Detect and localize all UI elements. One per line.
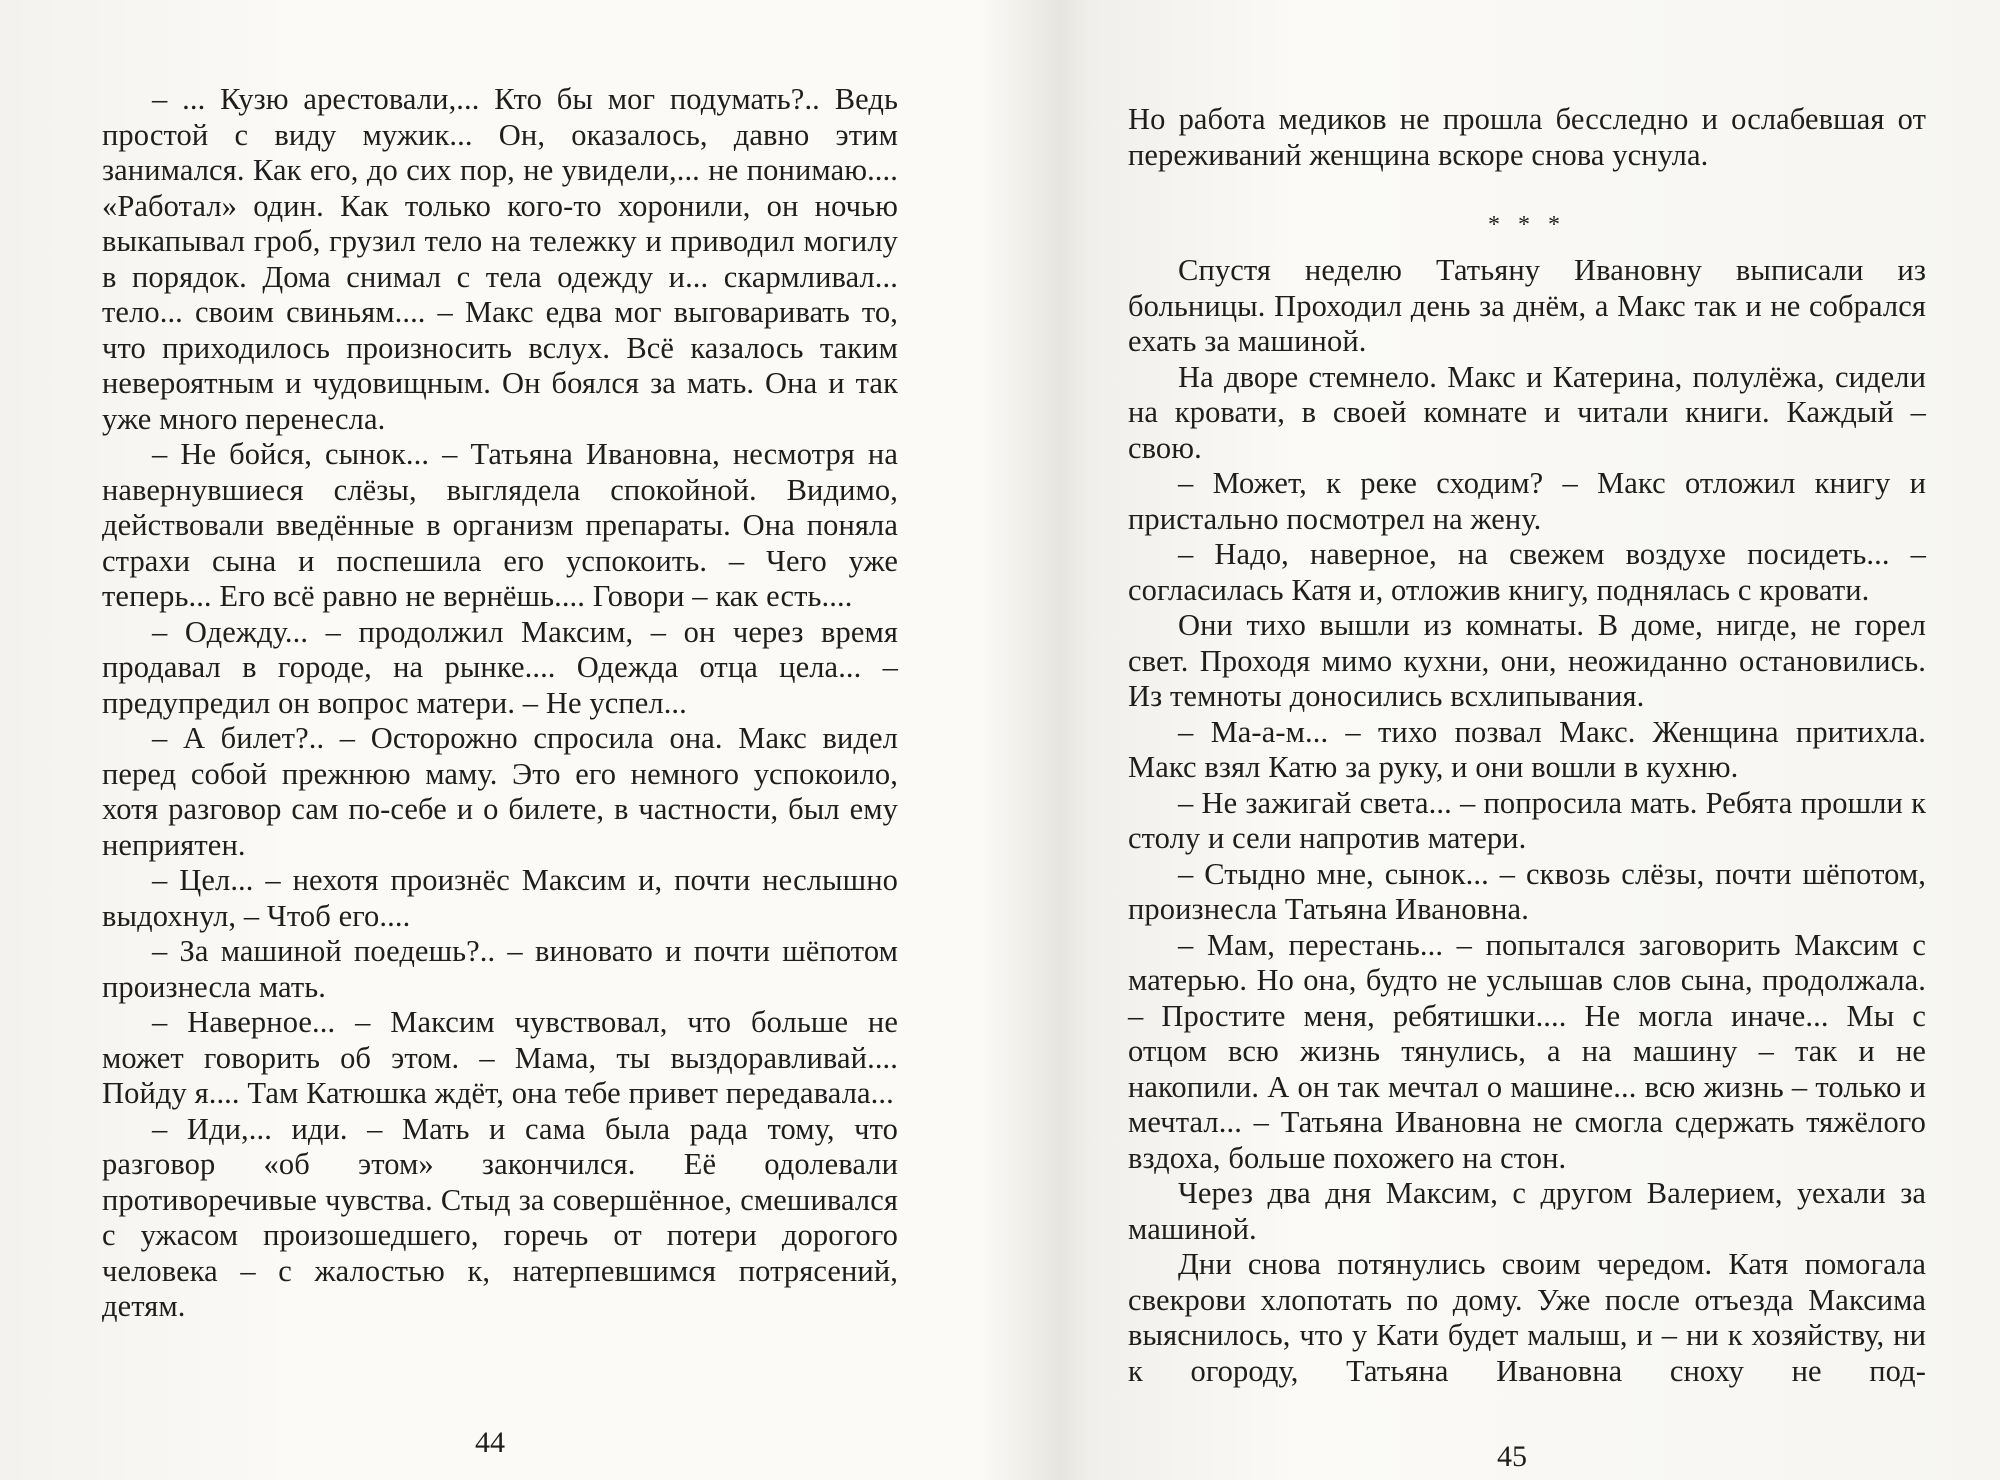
paragraph: – Мам, перестань... – попытался заговорить Максим с матерью. Но она, будто не услышав слов сына, продолжала. – Простите меня, ребятишки.... Не могла иначе... Мы с отцом всю жизнь тянулись, а на машину – так и не накопили. А он так мечтал о машине... всю жизнь – только и мечтал... – Татьяна Ивановна не смогла сдержать тяжёлого вздоха, больше похожего на стон. [1128, 927, 1926, 1175]
left-page-text [102, 82, 898, 1325]
paragraph: – Может, к реке сходим? – Макс отложил книгу и пристально посмотрел на жену. [1128, 466, 1926, 536]
right-page [1030, 0, 2000, 1480]
paragraph: – Одежду... – продолжил Максим, – он через время продавал в городе, на рынке.... Одежда отца цела... – предупредил он вопрос матери. – Не успел... [102, 614, 898, 720]
paragraph: – Не зажигай света... – попросила мать. Ребята прошли к столу и сели напротив матери. [1128, 785, 1926, 855]
paragraph: – Надо, наверное, на свежем воздухе посидеть... – согласилась Катя и, отложив книгу, поднялась с кровати. [1128, 537, 1926, 607]
paragraph: – Стыдно мне, сынок... – сквозь слёзы, почти шёпотом, произнесла Татьяна Ивановна. [1128, 856, 1926, 926]
paragraph: – За машиной поедешь?.. – виновато и почти шёпотом произнесла мать. [102, 934, 898, 1004]
paragraph: – Не бойся, сынок... – Татьяна Ивановна, несмотря на навернувшиеся слёзы, выглядела спокойной. Видимо, действовали введённые в организм препараты. Она поняла страхи сына и поспешила его успокоить. – Чего уже теперь... Его всё равно не вернёшь.... Говори – как есть.... [102, 437, 898, 613]
section-separator: * * * [1488, 212, 1566, 238]
paragraph: Они тихо вышли из комнаты. В доме, нигде, не горел свет. Проходя мимо кухни, они, неожиданно остановились. Из темноты доносились всхлипывания. [1128, 608, 1926, 713]
continuation-paragraph: Но работа медиков не прошла бесследно и ослабевшая от переживаний женщина вскоре снова уснула. [1128, 102, 1926, 172]
paragraph: – Наверное... – Максим чувствовал, что больше не может говорить об этом. – Мама, ты выздоравливай.... Пойду я.... Там Катюшка ждёт, она тебе привет передавала... [102, 1005, 898, 1110]
paragraph: – Цел... – нехотя произнёс Максим и, почти неслышно выдохнул, – Чтоб его.... [102, 863, 898, 933]
page-number: 44 [475, 1426, 505, 1459]
paragraph: – А билет?.. – Осторожно спросила она. Макс видел перед собой прежнюю маму. Это его немного успокоило, хотя разговор сам по-себе и о билете, в частности, был ему неприятен. [102, 721, 898, 862]
paragraph: На дворе стемнело. Макс и Катерина, полулёжа, сидели на кровати, в своей комнате и читали книги. Каждый – свою. [1128, 359, 1926, 465]
paragraph: – Иди,... иди. – Мать и сама была рада тому, что разговор «об этом» закончился. Её одолевали противоречивые чувства. Стыд за совершённое, смешивался с ужасом произошедшего, горечь от потери дорогого человека – с жалостью к, натерпевшимся потрясений, детям. [102, 1111, 898, 1323]
paragraph: Спустя неделю Татьяну Ивановну выписали из больницы. Проходил день за днём, а Макс так и не собрался ехать за машиной. [1128, 253, 1926, 358]
paragraph: – Ма-а-м... – тихо позвал Макс. Женщина притихла. Макс взял Катю за руку, и они вошли в кухню. [1128, 714, 1926, 784]
page-number: 45 [1497, 1440, 1527, 1473]
paragraph: Дни снова потянулись своим чередом. Катя помогала свекрови хлопотать по дому. Уже после отъезда Максима выяснилось, что у Кати будет малыш, и – ни к хозяйству, ни к огороду, Татьяна Ивановна сноху не под- [1128, 1247, 1926, 1388]
paragraph: Через два дня Максим, с другом Валерием, уехали за машиной. [1128, 1176, 1926, 1246]
paragraph: – ... Кузю арестовали,... Кто бы мог подумать?.. Ведь простой с виду мужик... Он, оказалось, давно этим занимался. Как его, до сих пор, не увидели,... не понимаю.... «Работал» один. Как только кого-то хоронили, он ночью выкапывал гроб, грузил тело на тележку и приводил могилу в порядок. Дома снимал с тела одежду и... скармливал... тело... своим свиньям.... – Макс едва мог выговаривать то, что приходилось произносить вслух. Всё казалось таким невероятным и чудовищным. Он боялся за мать. Она и так уже много перенесла. [102, 82, 898, 436]
right-page-text [1128, 102, 1926, 1389]
